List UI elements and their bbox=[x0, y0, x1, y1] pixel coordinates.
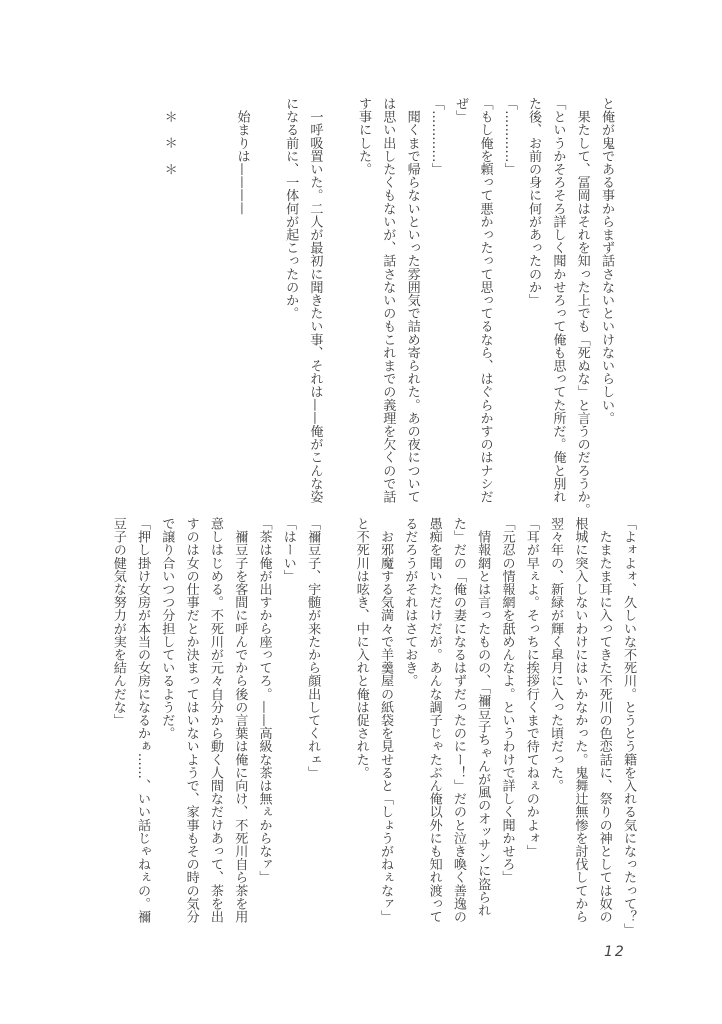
text-line: と不死川は呟き、中に入れと俺は促された。 bbox=[353, 517, 369, 779]
text-line: と俺が鬼である事からまず話さないといけないらしい。 bbox=[599, 97, 614, 425]
text-line: 「よォよォ、久しいな不死川。とうとう籍を入れる気になったって？」 bbox=[621, 517, 636, 937]
text-line: 聞くまで帰らないといった雰囲気で詰め寄られた。あの夜について bbox=[404, 97, 420, 504]
lower-text-block bbox=[105, 517, 640, 947]
text-line: 翌々年の、新緑が輝く皐月に入った頃だった。 bbox=[548, 517, 564, 793]
text-line: 愚痴を聞いただけだが。あんな調子じゃたぶん俺以外にも知れ渡って bbox=[426, 517, 442, 924]
text-line: 「…………」 bbox=[501, 97, 517, 176]
blank-line bbox=[324, 517, 348, 947]
text-line: るだろうがそれはさておき。 bbox=[402, 517, 418, 688]
text-line: お邪魔する気満々で羊羹屋の紙袋を見せると「しょうがねぇなァ」 bbox=[378, 517, 394, 924]
text-line: すのは女の仕事だとか決まってはいないようで、家事もその時の気分 bbox=[183, 517, 199, 924]
blank-line bbox=[205, 97, 229, 527]
text-line: 果たして、冨岡はそれを知った上でも「死ぬな」と言うのだろうか。 bbox=[574, 97, 590, 517]
text-line: 「耳が早ぇよ。そっちに挨拶行くまで待てねぇのかよォ」 bbox=[523, 517, 539, 858]
text-line: たまたま耳に入ってきた不死川の色恋話に、祭りの神としては奴の bbox=[596, 517, 612, 924]
text-line: 一呼吸置いた。二人が最初に聞きたい事、それは——俺がこんな姿 bbox=[307, 97, 323, 504]
text-line: 「もし俺を頼って悪かったって思ってるなら、はぐらかすのはナシだ bbox=[477, 97, 493, 504]
text-line: 意しはじめる。不死川が元々自分から動く人間なだけあって、茶を出 bbox=[207, 517, 223, 924]
blank-line bbox=[326, 97, 350, 527]
text-line: た後、お前の身に何があったのか」 bbox=[526, 97, 542, 307]
page-number: 12 bbox=[604, 944, 626, 960]
text-line: 「茶は俺が出すから座ってろ。——高級な茶は無ぇからなァ」 bbox=[256, 517, 272, 884]
text-line: 禰豆子を客間に呼んでから後の言葉は俺に向け、不死川自ら茶を用 bbox=[232, 517, 248, 924]
text-line: は思い出したくもないが、話さないのもこれまでの義理を欠くので話 bbox=[380, 97, 396, 504]
text-line: 情報網とは言ったものの、「禰豆子ちゃんが風のオッサンに盗られ bbox=[475, 517, 491, 917]
text-line: た」だの「俺の妻になるはずだったのにー！」だのと泣き喚く善逸の bbox=[450, 517, 466, 924]
blank-line bbox=[181, 97, 205, 527]
section-break: ＊ ＊ ＊ bbox=[161, 97, 177, 176]
text-line: 「はーい」 bbox=[280, 517, 296, 583]
blank-line bbox=[254, 97, 278, 527]
text-line: ぜ」 bbox=[453, 97, 469, 124]
text-line: 「というかそろそろ詳しく聞かせろって俺も思ってた所だ。俺と別れ bbox=[550, 97, 566, 504]
text-line: 「押し掛け女房が本当の女房になるかぁ……、いい話じゃねぇの。禰 bbox=[135, 517, 151, 924]
text-line: 根城に突入しないわけにはいかなかった。鬼舞辻無惨を討伐してから bbox=[572, 517, 588, 924]
upper-text-block bbox=[156, 97, 618, 527]
text-line: 始まりは———— bbox=[234, 97, 250, 215]
text-line: す事にした。 bbox=[356, 97, 372, 176]
text-line: になる前に、一体何が起こったのか。 bbox=[283, 97, 299, 320]
text-line: 「…………」 bbox=[428, 97, 444, 176]
text-line: 豆子の健気な努力が実を結んだな」 bbox=[110, 517, 126, 727]
text-line: 「元忍の情報網を舐めんなよ。というわけで詳しく聞かせろ」 bbox=[499, 517, 515, 884]
text-line: で譲り合いつつ分担しているようだ。 bbox=[159, 517, 175, 740]
text-line: 「禰豆子、宇髄が来たから顔出してくれェ」 bbox=[305, 517, 321, 779]
